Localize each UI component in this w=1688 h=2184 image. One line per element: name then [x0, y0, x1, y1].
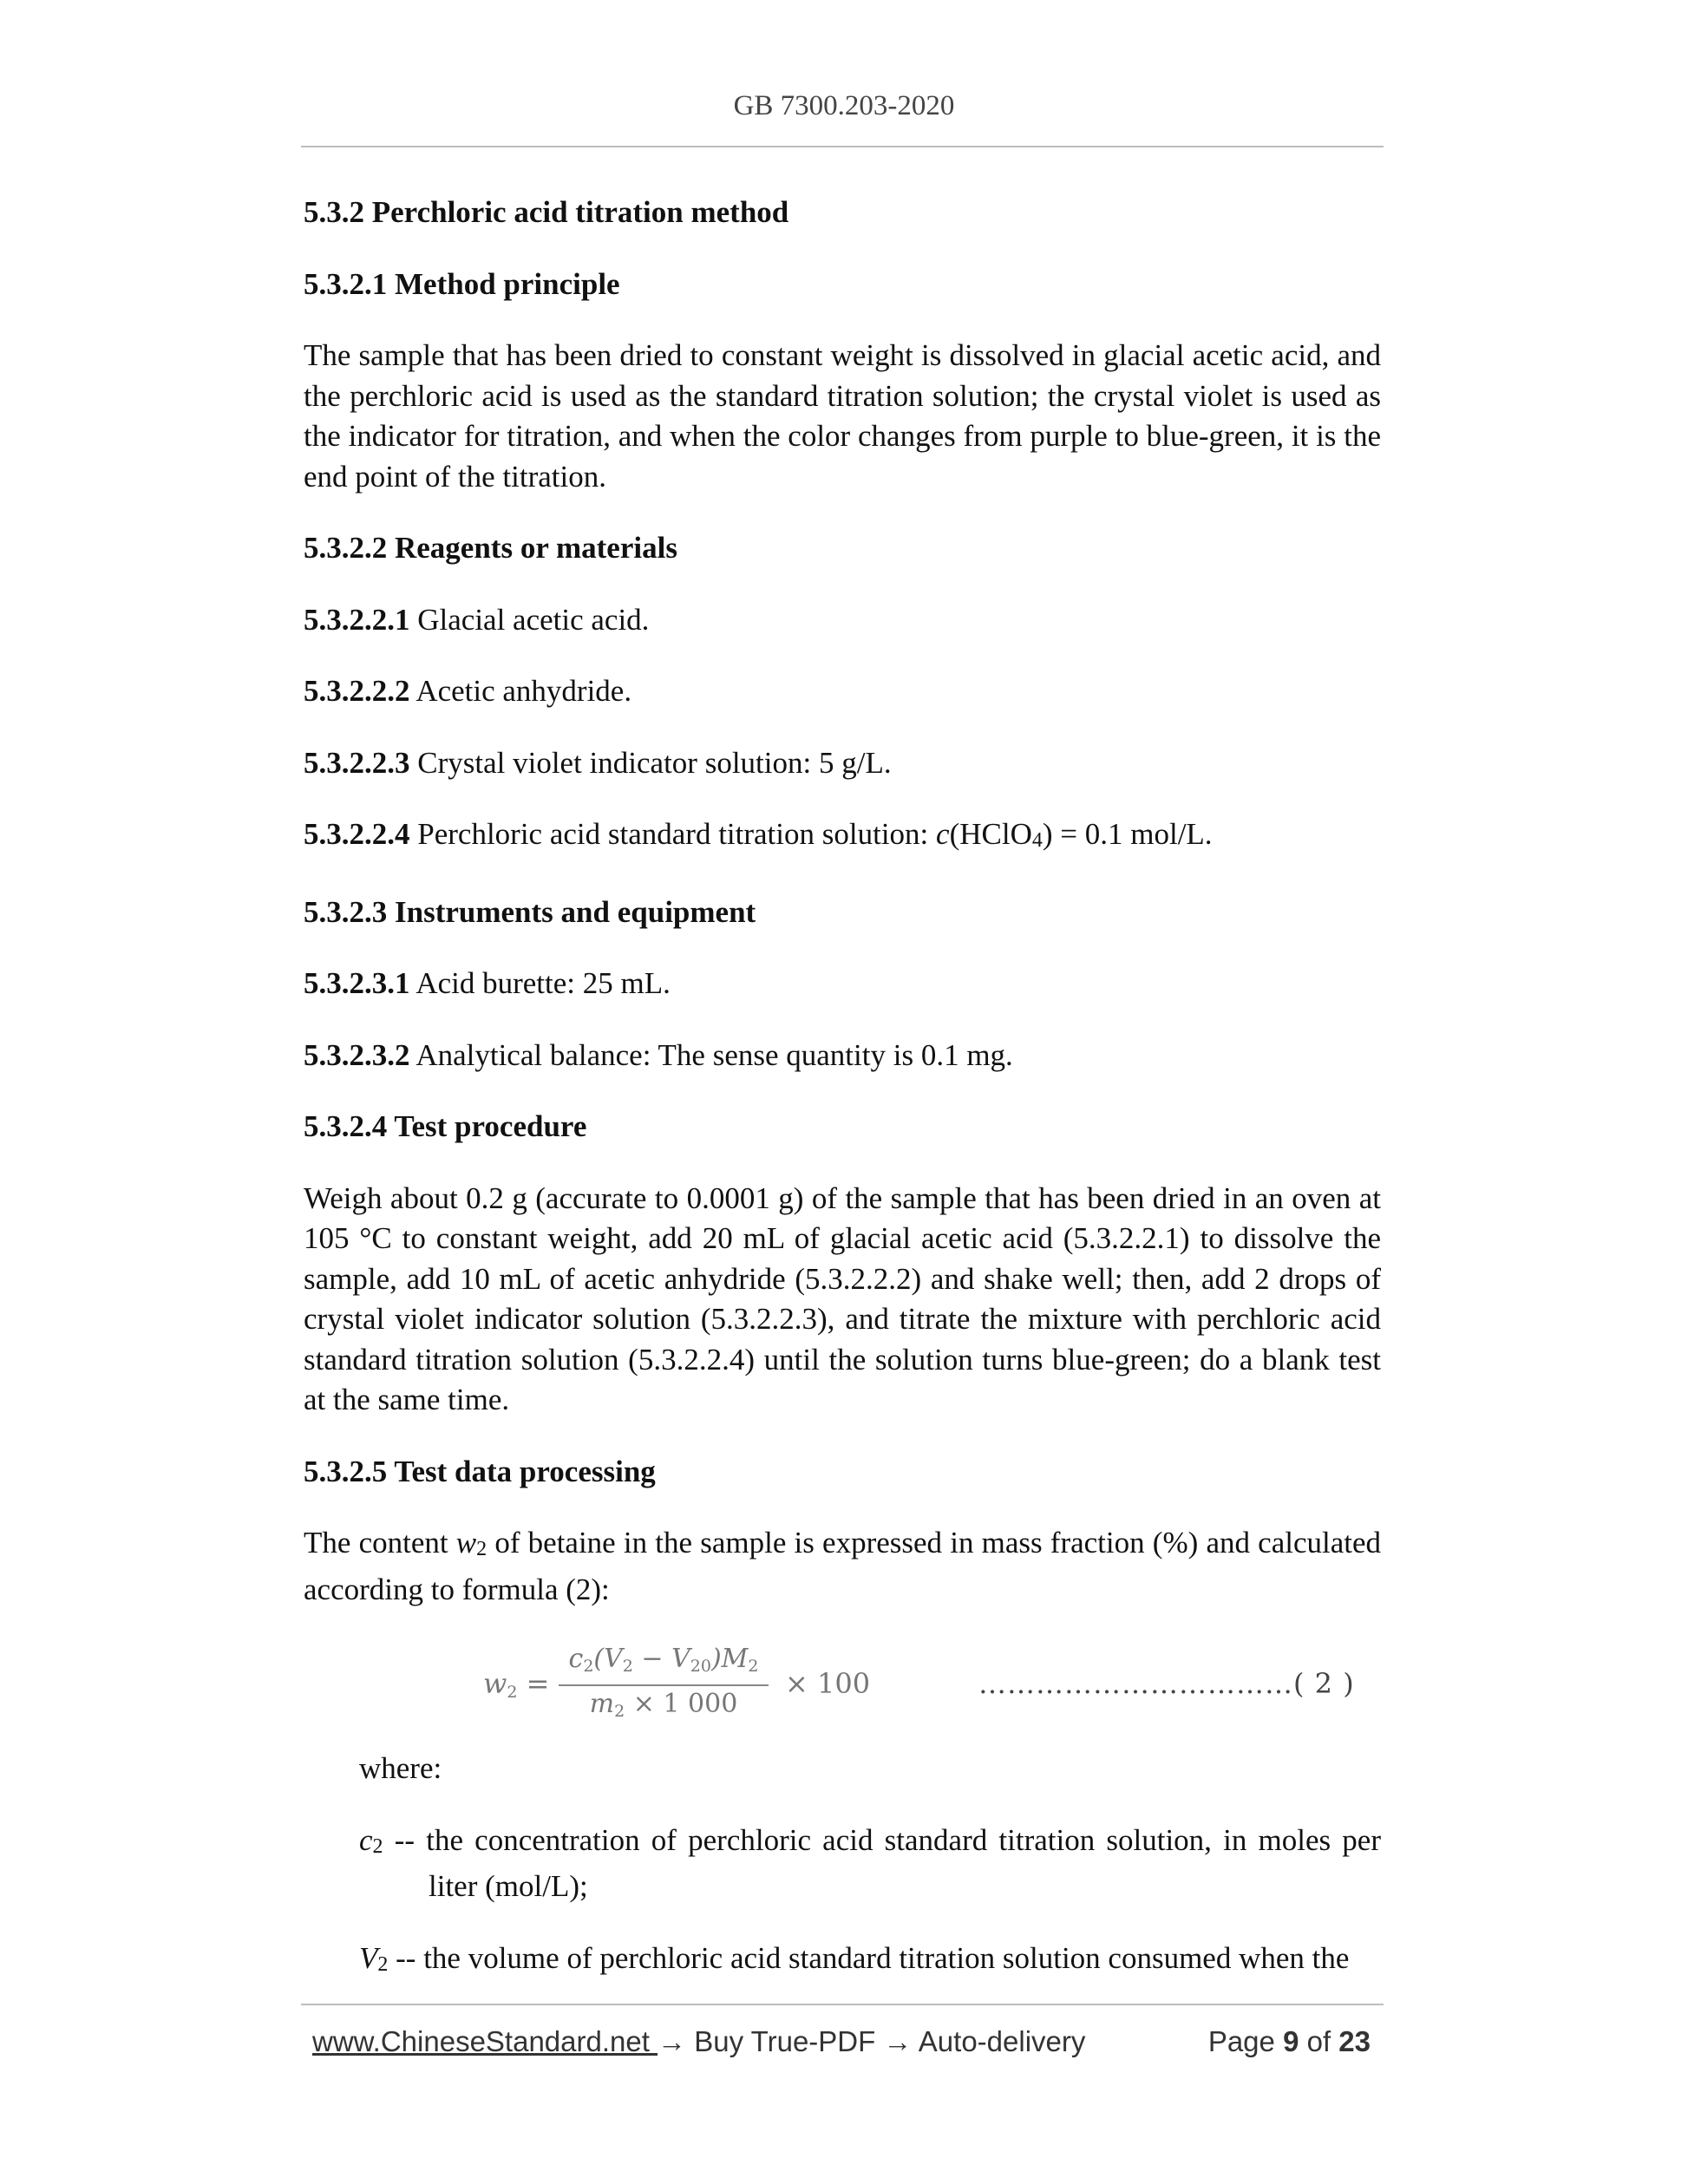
- page-indicator: [1208, 2025, 1371, 2058]
- reagent-number: 5.3.2.2.3: [304, 745, 410, 780]
- chemical-formula: (HClO: [949, 817, 1032, 851]
- variable-subscript: 2: [377, 1952, 389, 1976]
- formula-2: [304, 1641, 1381, 1724]
- formula-reference: ……………………………( 2 ): [978, 1667, 1355, 1700]
- formula-subscript: 20: [690, 1657, 711, 1676]
- heading-5-3-2-3: 5.3.2.3 Instruments and equipment: [304, 894, 756, 929]
- formula-fraction: [555, 1641, 772, 1730]
- page-of: of: [1299, 2025, 1339, 2057]
- formula-symbol: c: [568, 1644, 584, 1674]
- chemical-subscript: 4: [1031, 829, 1043, 852]
- instrument-text: Analytical balance: The sense quantity is 0.1 mg.: [409, 1037, 1013, 1072]
- formula-symbol: (V: [593, 1644, 623, 1674]
- formula-subscript: 2: [614, 1702, 625, 1721]
- variable-symbol: c: [359, 1822, 373, 1857]
- formula-symbol: × 1 000: [625, 1689, 738, 1719]
- page-total: 23: [1338, 2025, 1371, 2057]
- formula-symbol: w: [483, 1667, 507, 1700]
- formula-subscript: 2: [583, 1657, 594, 1676]
- text-run: The content: [304, 1526, 456, 1560]
- formula-subscript: 2: [748, 1657, 759, 1676]
- heading-5-3-2-1: 5.3.2.1 Method principle: [304, 266, 620, 301]
- chinesestandard-link[interactable]: www.ChineseStandard.net: [312, 2025, 658, 2057]
- paragraph-method-principle: The sample that has been dried to constant weight is dissolved in glacial acetic acid, and the perchloric acid is used as the standard titration solution; the crystal violet is used as the indicator for titration, and when the color changes from purple to blue-green, it is the end point of the titration.: [304, 338, 1381, 494]
- instrument-text: Acid burette: 25 mL.: [409, 966, 671, 1000]
- heading-5-3-2-2: 5.3.2.2 Reagents or materials: [304, 531, 677, 565]
- where-label: where:: [359, 1751, 442, 1785]
- formula-equals: =: [517, 1667, 550, 1700]
- reagent-text: Crystal violet indicator solution: 5 g/L.: [409, 745, 892, 780]
- reagent-text: Acetic anhydride.: [409, 674, 632, 708]
- reagent-number: 5.3.2.2.2: [304, 674, 410, 708]
- reagent-value: ) = 0.1 mol/L.: [1042, 817, 1213, 851]
- heading-5-3-2: 5.3.2 Perchloric acid titration method: [304, 195, 789, 229]
- formula-symbol: )M: [710, 1644, 749, 1674]
- page-label: Page: [1207, 2025, 1284, 2057]
- reagent-text: Glacial acetic acid.: [409, 602, 650, 637]
- formula-symbol: m: [589, 1689, 615, 1719]
- paragraph-test-procedure: Weigh about 0.2 g (accurate to 0.0001 g) of the sample that has been dried in an oven at 105 °C to constant weight, add 20 mL of glacial acetic acid (5.3.2.2.1) to dissolve the sample, add 10 mL of acetic anhydride (5.3.2.2.2) and shake well; then, add 2 drops of crystal violet indicator solution (5.3.2.2.3), and titrate the mixture with perchloric acid standard titration solution (5.3.2.2.4) until the solution turns blue-green; do a blank test at the same time.: [304, 1180, 1381, 1416]
- variable-v2: [359, 1939, 1381, 1985]
- instrument-number: 5.3.2.3.2: [304, 1037, 410, 1072]
- concentration-symbol: c: [936, 817, 950, 851]
- reagent-item-2: [304, 671, 1381, 712]
- formula-denominator: [555, 1686, 772, 1730]
- reagent-item-3: [304, 743, 1381, 784]
- variable-symbol: V: [359, 1940, 378, 1975]
- heading-5-3-2-4: 5.3.2.4 Test procedure: [304, 1109, 587, 1143]
- content-symbol: w: [455, 1526, 477, 1560]
- header-rule: [301, 146, 1384, 147]
- text-run: of betaine in the sample is expressed in mass fraction (%) and calculated according to formula (2):: [304, 1526, 1382, 1606]
- formula-lhs: [483, 1664, 549, 1713]
- paragraph-data-processing: [304, 1523, 1381, 1610]
- reagent-item-1: [304, 600, 1381, 641]
- reagent-text: Perchloric acid standard titration solution:: [409, 817, 937, 851]
- formula-numerator: [555, 1641, 772, 1684]
- instrument-item-1: [304, 964, 1381, 1004]
- page-footer: [312, 2025, 1371, 2058]
- formula-multiplier: × 100: [785, 1667, 871, 1700]
- formula-subscript: 2: [507, 1683, 518, 1702]
- variable-definition: -- the concentration of perchloric acid standard titration solution, in moles per liter (mol/L);: [383, 1822, 1381, 1903]
- instrument-item-2: [304, 1036, 1381, 1076]
- page-number: 9: [1283, 2025, 1299, 2057]
- page-body: [304, 193, 1381, 1985]
- footer-tagline: → Buy True-PDF → Auto-delivery: [658, 2025, 1086, 2057]
- variable-definition: -- the volume of perchloric acid standard titration solution consumed when the: [388, 1940, 1350, 1975]
- formula-subscript: 2: [622, 1657, 633, 1676]
- formula-symbol: − V: [632, 1644, 690, 1674]
- reagent-number: 5.3.2.2.1: [304, 602, 410, 637]
- document-id-header: GB 7300.203-2020: [733, 90, 955, 121]
- variable-subscript: 2: [372, 1834, 383, 1858]
- reagent-item-4: [304, 814, 1381, 861]
- instrument-number: 5.3.2.3.1: [304, 966, 410, 1000]
- footer-rule: [301, 2004, 1384, 2005]
- content-subscript: 2: [476, 1538, 487, 1560]
- reagent-number: 5.3.2.2.4: [304, 817, 410, 851]
- heading-5-3-2-5: 5.3.2.5 Test data processing: [304, 1454, 656, 1488]
- variable-c2: [359, 1821, 1381, 1907]
